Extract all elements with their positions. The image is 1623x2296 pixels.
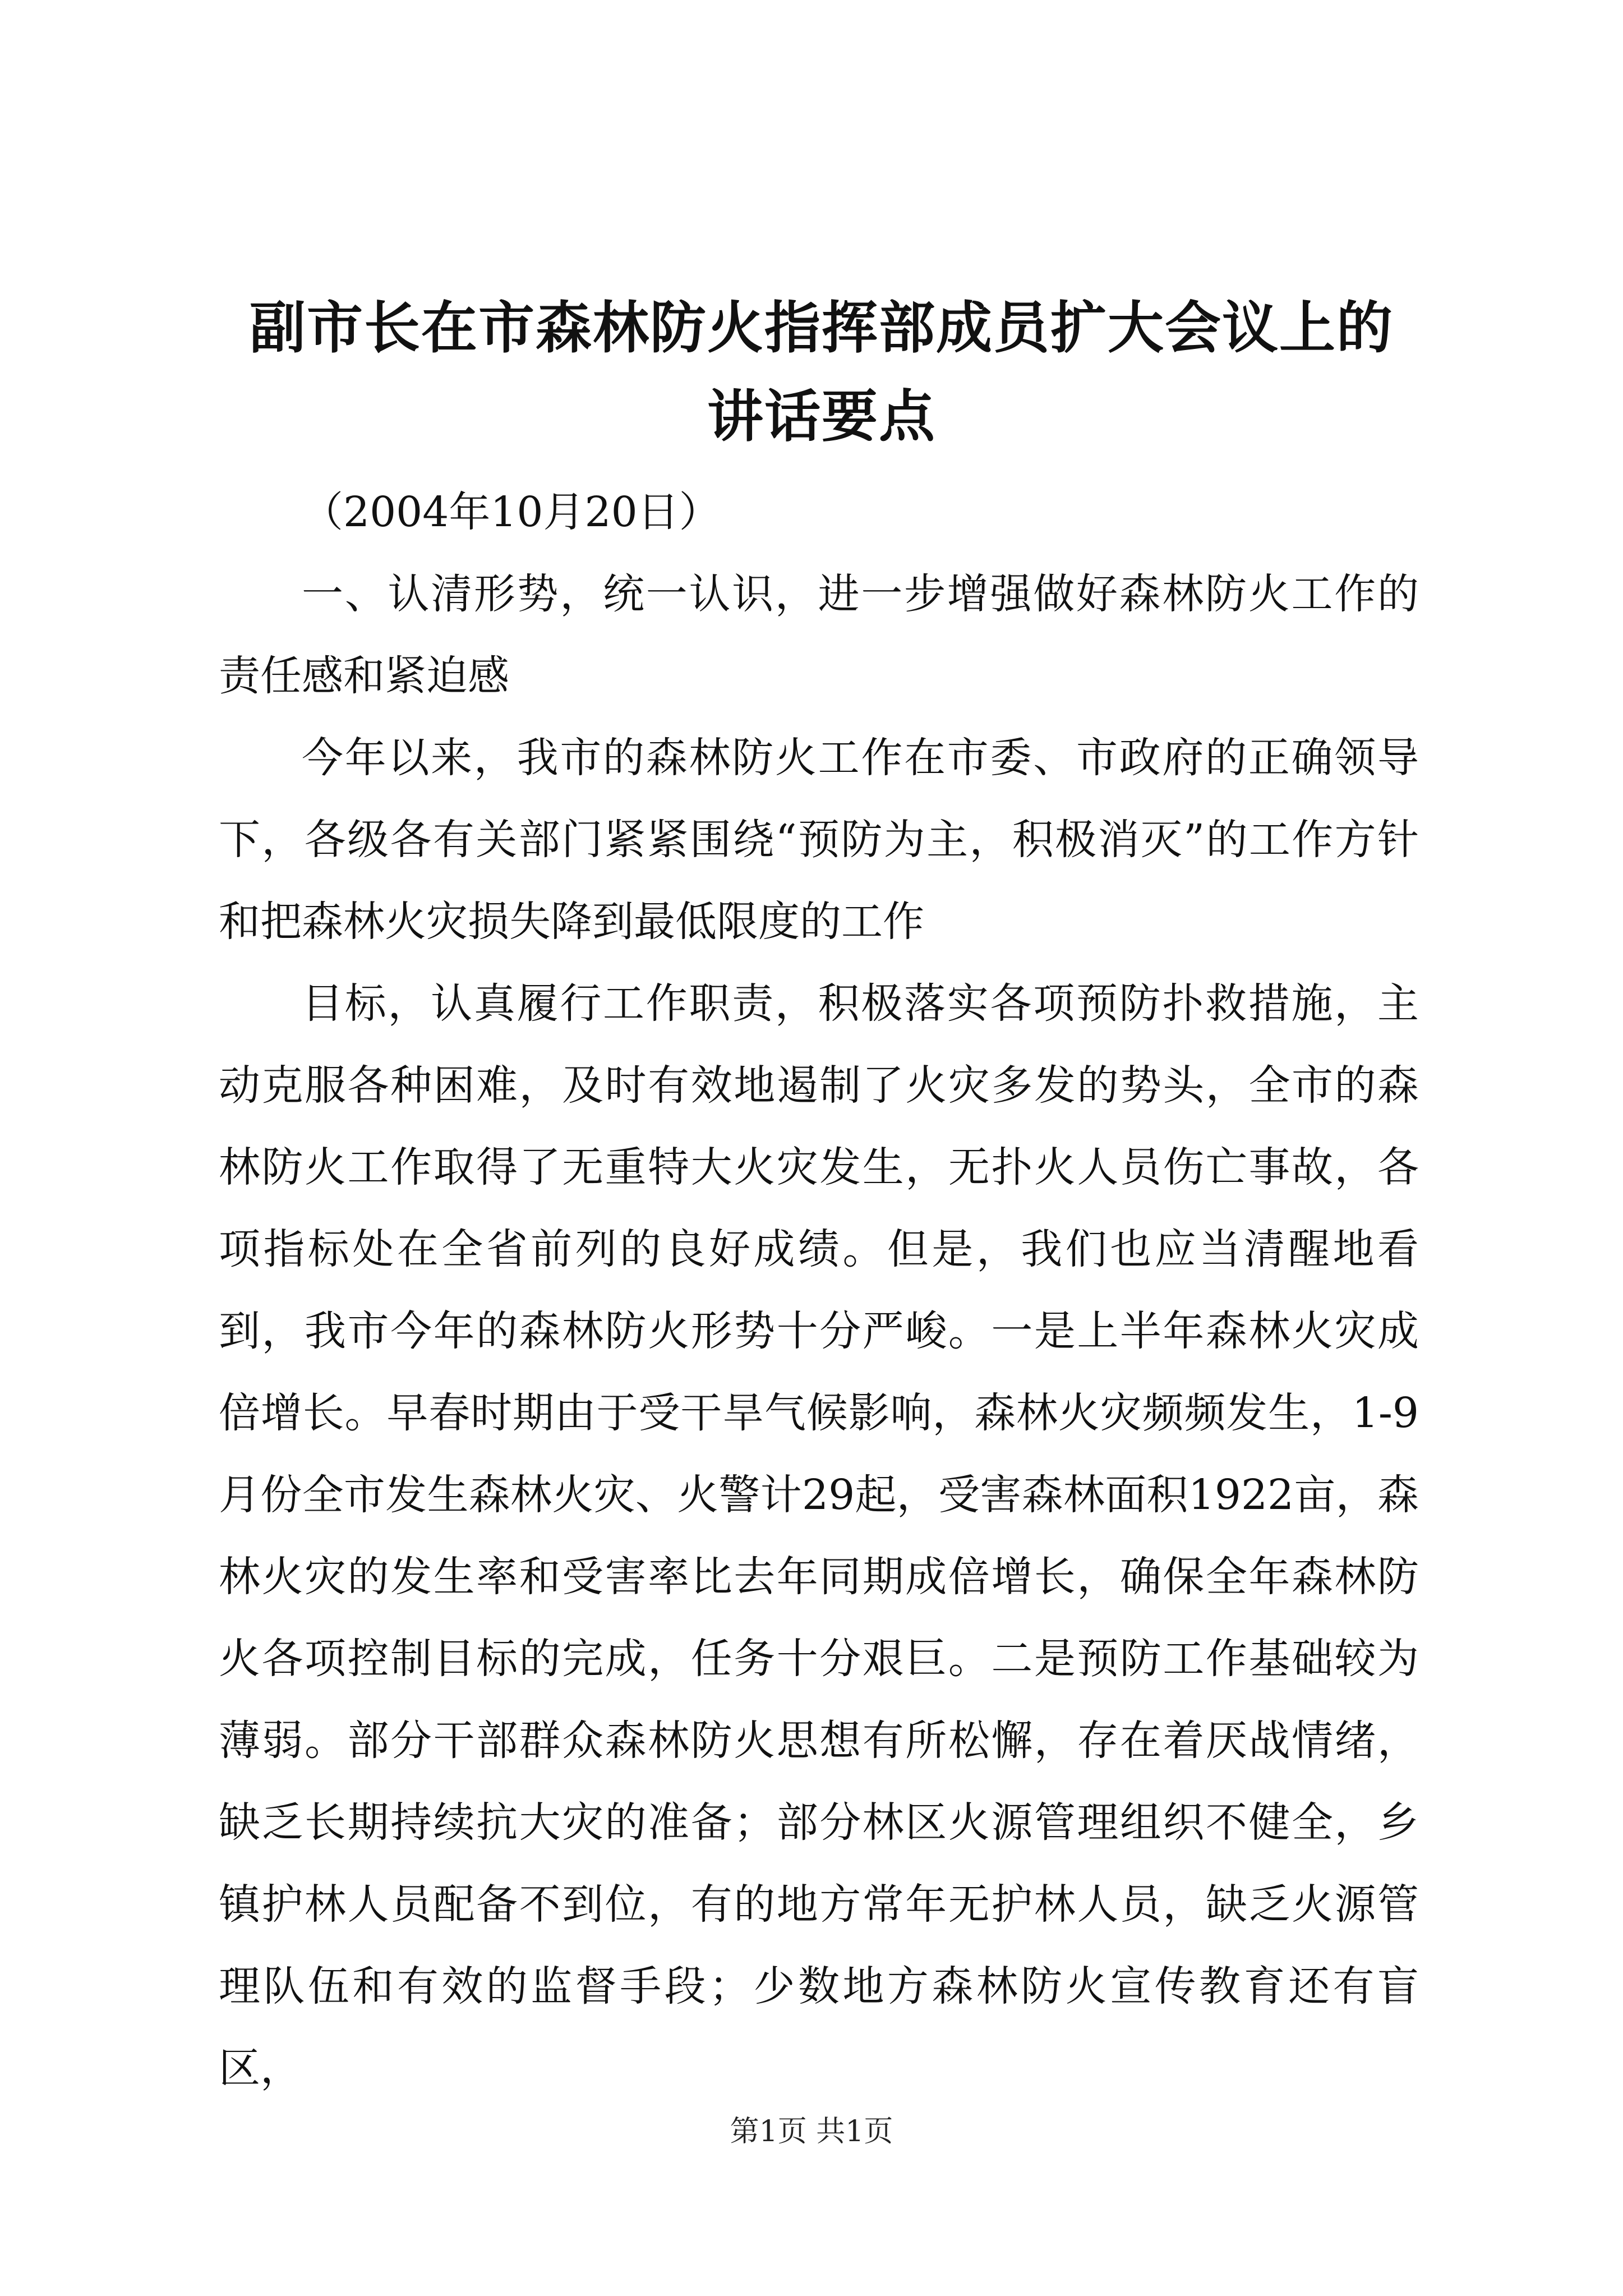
document-body — [219, 471, 1419, 2109]
page-footer: 第1页 共1页 — [730, 2115, 893, 2148]
body-paragraph: 今年以来，我市的森林防火工作在市委、市政府的正确领导下，各级各有关部门紧紧围绕“预防为主，积极消灭”的工作方针和把森林火灾损失降到最低限度的工作 — [219, 734, 1419, 946]
section-heading: 一、认清形势，统一认识，进一步增强做好森林防火工作的责任感和紧迫感 — [219, 570, 1419, 700]
title-line-1: 副市长在市森林防火指挥部成员扩大会议上的 — [250, 295, 1394, 361]
date-line: （2004年10月20日） — [302, 488, 721, 536]
title-line-2: 讲话要点 — [707, 383, 936, 449]
document-title — [213, 283, 1430, 461]
body-paragraph: 目标，认真履行工作职责，积极落实各项预防扑救措施，主动克服各种困难，及时有效地遏制了火灾多发的势头，全市的森林防火工作取得了无重特大火灾发生，无扑火人员伤亡事故，各项指标处在全省前列的良好成绩。但是，我们也应当清醒地看到，我市今年的森林防火形势十分严峻。一是上半年森林火灾成倍增长。早春时期由于受干旱气候影响，森林火灾频频发生，1-9月份全市发生森林火灾、火警计29起，受害森林面积1922亩，森林火灾的发生率和受害率比去年同期成倍增长，确保全年森林防火各项控制目标的完成，任务十分艰巨。二是预防工作基础较为薄弱。部分干部群众森林防火思想有所松懈，存在着厌战情绪，缺乏长期持续抗大灾的准备；部分林区火源管理组织不健全，乡镇护林人员配备不到位，有的地方常年无护林人员，缺乏火源管理队伍和有效的监督手段；少数地方森林防火宣传教育还有盲区， — [219, 979, 1419, 2092]
